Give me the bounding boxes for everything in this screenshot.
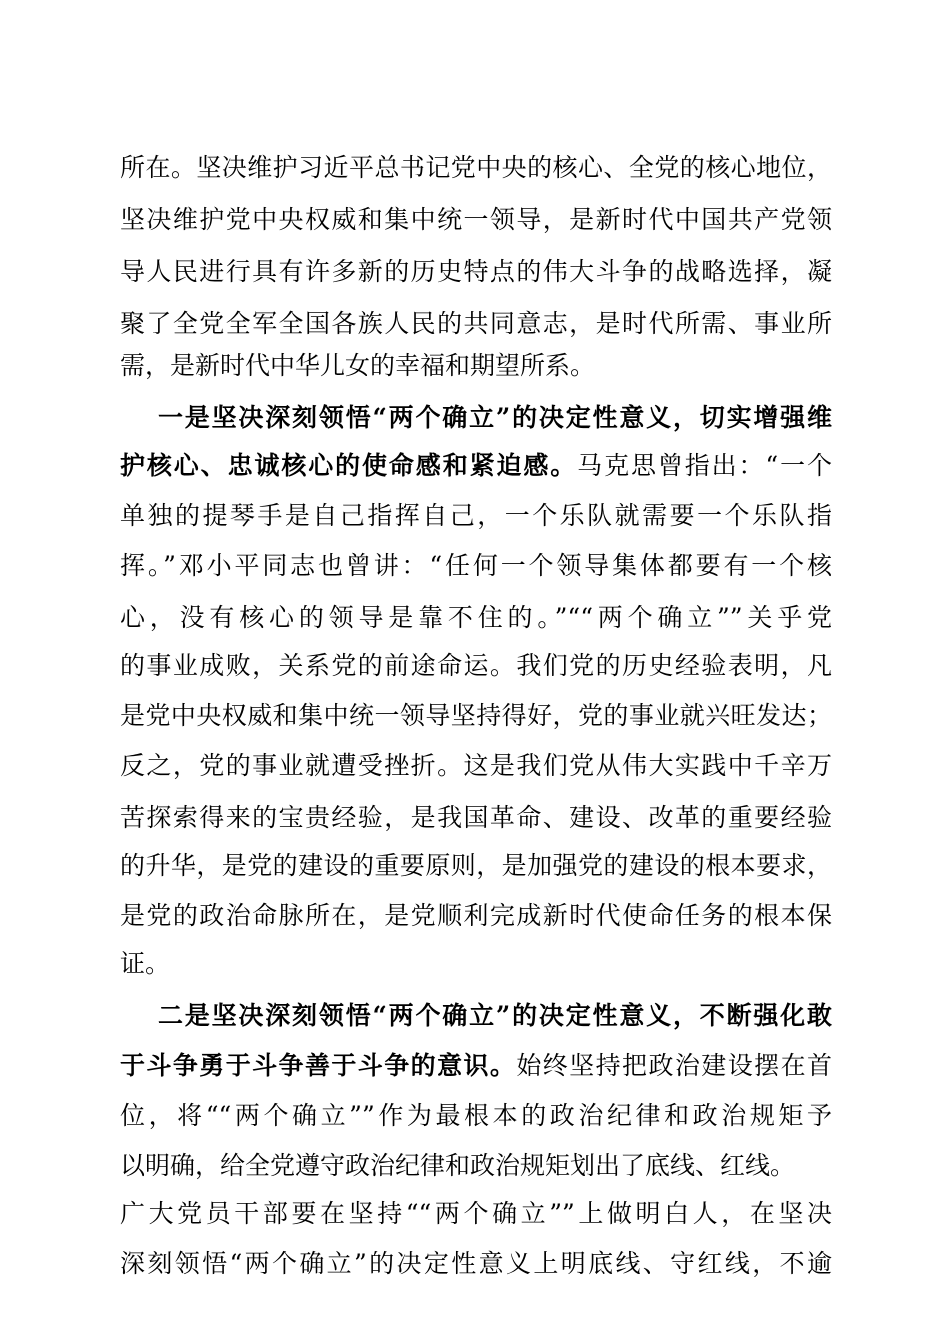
- text-line: 挥。”邓小平同志也曾讲：“任何一个领导集体都要有一个核: [120, 551, 832, 580]
- text-line: 是党的政治命脉所在，是党顺利完成新时代使命任务的根本保: [120, 901, 832, 930]
- text-line: 导人民进行具有许多新的历史特点的伟大斗争的战略选择，凝: [120, 257, 832, 286]
- text-line: 聚了全党全军全国各族人民的共同意志，是时代所需、事业所: [120, 309, 832, 338]
- text-line: 坚决维护党中央权威和集中统一领导，是新时代中国共产党领: [120, 205, 832, 234]
- text-line: [120, 1040, 832, 1092]
- section-heading-tail: 护核心、忠诚核心的使命感和紧迫感。: [120, 451, 578, 480]
- section-heading-tail: 于斗争勇于斗争善于斗争的意识。: [120, 1051, 517, 1080]
- text-line: 位，将““两个确立””作为最根本的政治纪律和政治规矩予: [120, 1101, 832, 1130]
- text-line: 证。: [120, 949, 171, 978]
- text-line: 需，是新时代中华儿女的幸福和期望所系。: [120, 351, 596, 380]
- text-segment: 马克思曾指出：“一个: [577, 451, 832, 480]
- text-line: 单独的提琴手是自己指挥自己，一个乐队就需要一个乐队指: [120, 501, 832, 530]
- text-line: 以明确，给全党遵守政治纪律和政治规矩划出了底线、红线。: [120, 1151, 796, 1180]
- section-heading-line: 一是坚决深刻领悟“两个确立”的决定性意义，切实增强维: [158, 403, 832, 432]
- text-line: 苦探索得来的宝贵经验，是我国革命、建设、改革的重要经验: [120, 803, 832, 832]
- text-line: [120, 440, 832, 492]
- text-line: 的升华，是党的建设的重要原则，是加强党的建设的根本要求，: [120, 851, 832, 880]
- text-line: 广大党员干部要在坚持““两个确立””上做明白人，在坚决: [120, 1199, 832, 1228]
- text-segment: 始终坚持把政治建设摆在首: [516, 1051, 832, 1080]
- text-line: 深刻领悟“两个确立”的决定性意义上明底线、守红线，不逾: [120, 1249, 832, 1278]
- text-line: 的事业成败，关系党的前途命运。我们党的历史经验表明，凡: [120, 651, 832, 680]
- section-heading-line: 二是坚决深刻领悟“两个确立”的决定性意义，不断强化敢: [158, 1001, 832, 1030]
- text-line: 反之，党的事业就遭受挫折。这是我们党从伟大实践中千辛万: [120, 751, 832, 780]
- text-line: 心，没有核心的领导是靠不住的。”““两个确立””关乎党: [120, 603, 832, 632]
- text-line: 是党中央权威和集中统一领导坚持得好，党的事业就兴旺发达；: [120, 701, 832, 730]
- text-line: 所在。坚决维护习近平总书记党中央的核心、全党的核心地位，: [120, 153, 832, 182]
